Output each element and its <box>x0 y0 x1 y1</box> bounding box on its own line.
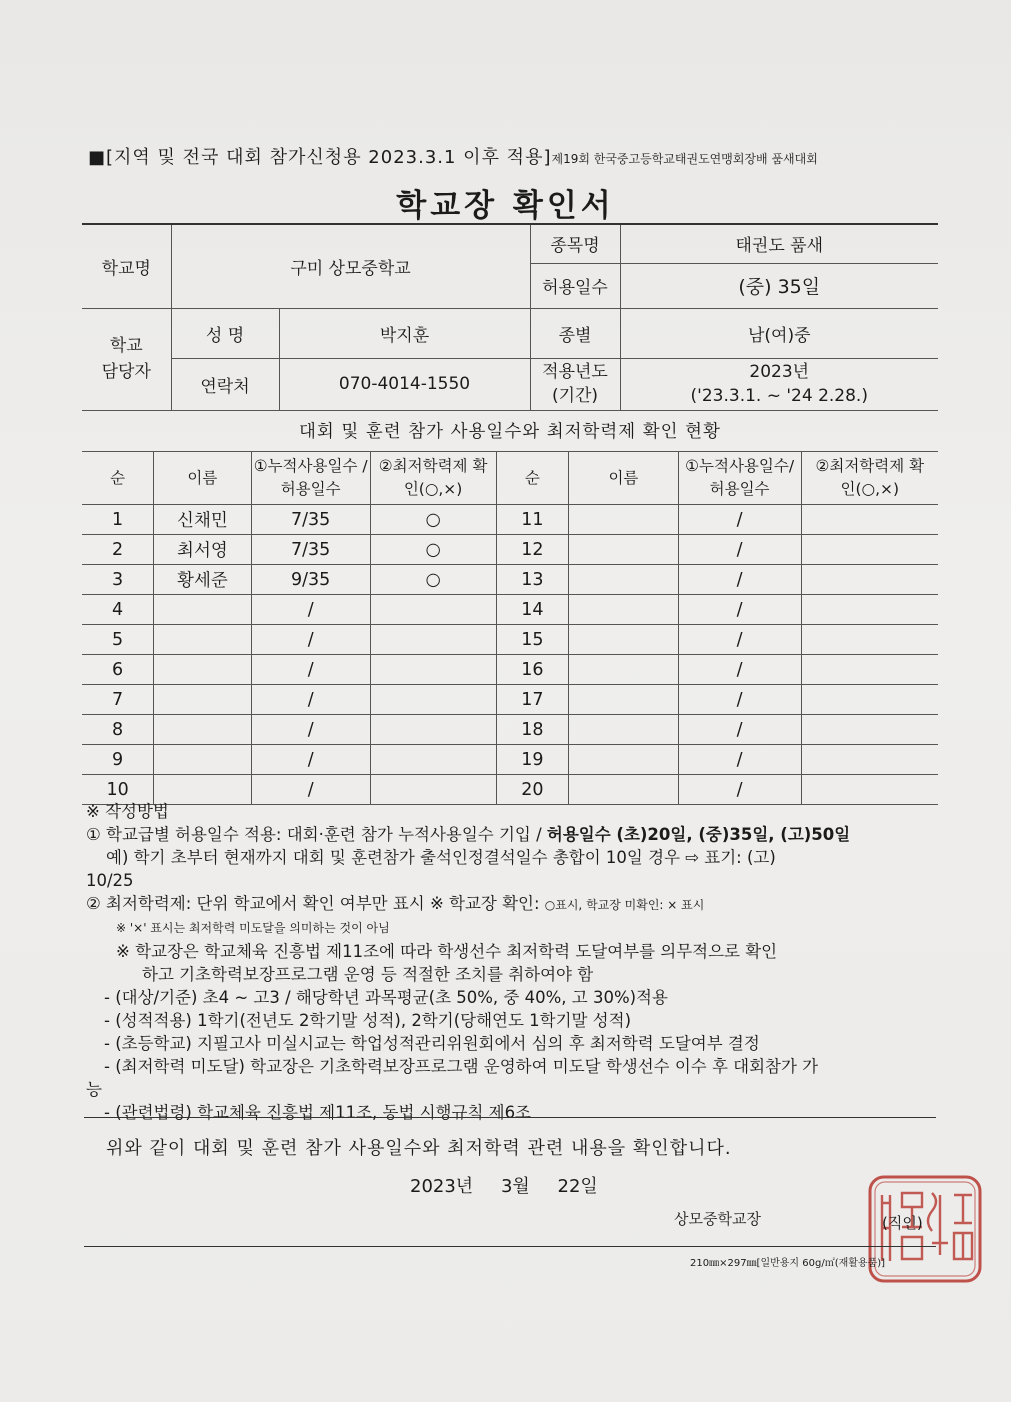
info-table <box>82 223 938 411</box>
row-name-right <box>569 595 678 625</box>
row-grade-check-right <box>801 535 938 565</box>
col-days-right-text: ①누적사용일수/ 허용일수 <box>685 457 795 498</box>
row-days-right: / <box>678 595 801 625</box>
row-grade-check: ○ <box>370 565 496 595</box>
detail-1: - (대상/기준) 초4 ~ 고3 / 해당학년 과목평균(초 50%, 중 40%, 고 30%)적용 <box>104 988 668 1007</box>
status-table <box>82 451 938 805</box>
row-grade-check-right <box>801 505 938 535</box>
note-2 <box>86 892 934 917</box>
type-value: 남(여)중 <box>620 308 938 358</box>
table-row <box>82 715 938 745</box>
event-value: 태권도 품새 <box>620 224 938 263</box>
row-no: 3 <box>82 565 154 595</box>
year-value-cell <box>620 358 938 410</box>
header-event: 제19회 한국중고등학교태권도연맹회장배 품새대회 <box>551 152 818 166</box>
table-row <box>82 655 938 685</box>
row-no: 7 <box>82 685 154 715</box>
manager-label-text: 학교 담당자 <box>101 336 151 382</box>
row-grade-check-right <box>801 655 938 685</box>
note-1-example-value: 10/25 <box>86 871 134 890</box>
note-1-example: 예) 학기 초부터 현재까지 대회 및 훈련참가 출석인정결석일수 총합이 10일 경우 ⇨ 표기: (고) <box>106 848 776 867</box>
event-label: 종목명 <box>530 224 620 263</box>
row-no-right: 12 <box>496 535 569 565</box>
row-days-right: / <box>678 715 801 745</box>
col-days <box>251 452 370 505</box>
col-days-right <box>678 452 801 505</box>
row-grade-check-right <box>801 595 938 625</box>
row-no: 5 <box>82 625 154 655</box>
note-4: ※ 학교장은 학교체육 진흥법 제11조에 따라 학생선수 최저학력 도달여부를 의무적으로 확인 <box>116 942 778 961</box>
name-value: 박지훈 <box>279 308 530 358</box>
year-label-text: 적용년도 (기간) <box>542 362 608 406</box>
section-title: 대회 및 훈련 참가 사용일수와 최저학력제 확인 현황 <box>299 422 721 442</box>
row-days-right: / <box>678 745 801 775</box>
row-grade-check-right <box>801 565 938 595</box>
col-name-right: 이름 <box>569 452 678 505</box>
row-days: / <box>251 745 370 775</box>
table-row <box>82 505 938 535</box>
row-days: 7/35 <box>251 535 370 565</box>
year-label <box>530 358 620 410</box>
principal-name: 상모중학교장 <box>674 1210 761 1228</box>
col-name: 이름 <box>154 452 251 505</box>
row-name: 황세준 <box>154 565 251 595</box>
detail-3: - (초등학교) 지필고사 미실시교는 학업성적관리위원회에서 심의 후 최저학력 도달여부 결정 <box>104 1034 760 1053</box>
col-grade-right <box>801 452 938 505</box>
row-name-right <box>569 625 678 655</box>
contact-label: 연락처 <box>171 358 279 410</box>
document-title: 학교장 확인서 <box>396 188 615 224</box>
school-value: 구미 상모중학교 <box>171 224 530 308</box>
row-no: 2 <box>82 535 154 565</box>
row-grade-check <box>370 745 496 775</box>
row-name <box>154 655 251 685</box>
note-1 <box>86 823 934 846</box>
row-name-right <box>569 745 678 775</box>
row-no-right: 14 <box>496 595 569 625</box>
detail-4: - (최저학력 미도달) 학교장은 기초학력보장프로그램 운영하여 미도달 학생선수 이수 후 대회참가 가 <box>104 1057 819 1076</box>
row-no: 1 <box>82 505 154 535</box>
seal-label: (직인) <box>882 1214 923 1232</box>
contact-value: 070-4014-1550 <box>279 358 530 410</box>
row-name-right <box>569 565 678 595</box>
row-name <box>154 745 251 775</box>
col-grade-text: ②최저학력제 확인(○,×) <box>378 457 488 498</box>
row-no-right: 18 <box>496 715 569 745</box>
row-no: 6 <box>82 655 154 685</box>
row-name-right <box>569 685 678 715</box>
row-name-right <box>569 715 678 745</box>
period-value: ('23.3.1. ~ '24 2.28.) <box>690 386 868 406</box>
col-days-text: ①누적사용일수 /허용일수 <box>253 457 368 498</box>
row-days: / <box>251 715 370 745</box>
col-grade-right-text: ②최저학력제 확인(○,×) <box>815 457 925 498</box>
note-1-allowed: 허용일수 (초)20일, (중)35일, (고)50일 <box>546 825 851 844</box>
row-days-right: / <box>678 625 801 655</box>
table-row <box>82 625 938 655</box>
row-name-right <box>569 655 678 685</box>
note-2-text: ② 최저학력제: 단위 학교에서 확인 여부만 표시 ※ 학교장 확인: <box>86 894 545 913</box>
row-grade-check <box>370 595 496 625</box>
row-no-right: 16 <box>496 655 569 685</box>
header-bullet: ■ <box>88 147 107 168</box>
row-name <box>154 715 251 745</box>
days-label: 허용일수 <box>530 263 620 308</box>
paper-spec: 210㎜×297㎜[일반용지 60g/㎡(재활용품)] <box>690 1258 886 1269</box>
note-3: ※ '×' 표시는 최저학력 미도달을 의미하는 것이 아님 <box>116 921 390 935</box>
row-days: / <box>251 625 370 655</box>
row-no: 9 <box>82 745 154 775</box>
col-no-right: 순 <box>496 452 569 505</box>
row-days-right: / <box>678 535 801 565</box>
row-days: 7/35 <box>251 505 370 535</box>
notes-section <box>86 800 934 1124</box>
table-row <box>82 685 938 715</box>
date-year: 2023년 <box>410 1176 474 1197</box>
row-no-right: 13 <box>496 565 569 595</box>
row-grade-check: ○ <box>370 535 496 565</box>
row-name-right <box>569 505 678 535</box>
note-2-small: ○표시, 학교장 미확인: × 표시 <box>544 898 705 912</box>
row-days: / <box>251 655 370 685</box>
row-days-right: / <box>678 685 801 715</box>
col-grade <box>370 452 496 505</box>
row-days-right: / <box>678 775 801 805</box>
row-no: 10 <box>82 775 154 805</box>
row-grade-check-right <box>801 685 938 715</box>
days-value: (중) 35일 <box>620 263 938 308</box>
row-grade-check-right <box>801 625 938 655</box>
row-grade-check: ○ <box>370 505 496 535</box>
confirm-statement: 위와 같이 대회 및 훈련 참가 사용일수와 최저학력 관련 내용을 확인합니다. <box>106 1138 732 1159</box>
table-row <box>82 565 938 595</box>
school-label: 학교명 <box>82 224 171 308</box>
header-line <box>88 143 938 169</box>
row-name: 신채민 <box>154 505 251 535</box>
row-days-right: / <box>678 655 801 685</box>
row-grade-check-right <box>801 715 938 745</box>
row-days: / <box>251 775 370 805</box>
detail-2: - (성적적용) 1학기(전년도 2학기말 성적), 2학기(당해연도 1학기말 성적) <box>104 1011 632 1030</box>
date-month: 3월 <box>500 1176 530 1197</box>
manager-label <box>82 308 171 410</box>
row-no: 4 <box>82 595 154 625</box>
note-1-text: ① 학교급별 허용일수 적용: 대회·훈련 참가 누적사용일수 기입 / <box>86 825 547 844</box>
table-row <box>82 595 938 625</box>
row-days-right: / <box>678 565 801 595</box>
type-label: 종별 <box>530 308 620 358</box>
date-day: 22일 <box>557 1176 598 1197</box>
year-value: 2023년 <box>749 362 810 382</box>
confirm-date <box>410 1172 598 1198</box>
detail-4-cont: 능 <box>86 1080 102 1099</box>
row-name-right <box>569 535 678 565</box>
footer-divider <box>84 1246 936 1247</box>
table-row <box>82 535 938 565</box>
note-4-cont: 하고 기초학력보장프로그램 운영 등 적절한 조치를 취하여야 함 <box>142 965 594 984</box>
row-days: / <box>251 685 370 715</box>
row-name: 최서영 <box>154 535 251 565</box>
table-row <box>82 745 938 775</box>
row-no-right: 19 <box>496 745 569 775</box>
row-grade-check <box>370 685 496 715</box>
row-no-right: 11 <box>496 505 569 535</box>
row-grade-check <box>370 625 496 655</box>
name-label: 성 명 <box>171 308 279 358</box>
notes-heading: ※ 작성방법 <box>86 802 169 821</box>
row-grade-check <box>370 655 496 685</box>
row-grade-check <box>370 715 496 745</box>
row-name <box>154 595 251 625</box>
status-table-body <box>82 505 938 805</box>
row-name <box>154 625 251 655</box>
row-no-right: 20 <box>496 775 569 805</box>
row-grade-check-right <box>801 745 938 775</box>
row-name <box>154 685 251 715</box>
row-days: / <box>251 595 370 625</box>
row-no-right: 15 <box>496 625 569 655</box>
header-scope: [지역 및 전국 대회 참가신청용 2023.3.1 이후 적용] <box>106 147 552 168</box>
row-days-right: / <box>678 505 801 535</box>
row-no: 8 <box>82 715 154 745</box>
col-no: 순 <box>82 452 154 505</box>
divider <box>84 1117 936 1118</box>
detail-5: - (관련법령) 학교체육 진흥법 제11조, 동법 시행규칙 제6조 <box>104 1103 531 1122</box>
row-days: 9/35 <box>251 565 370 595</box>
row-no-right: 17 <box>496 685 569 715</box>
